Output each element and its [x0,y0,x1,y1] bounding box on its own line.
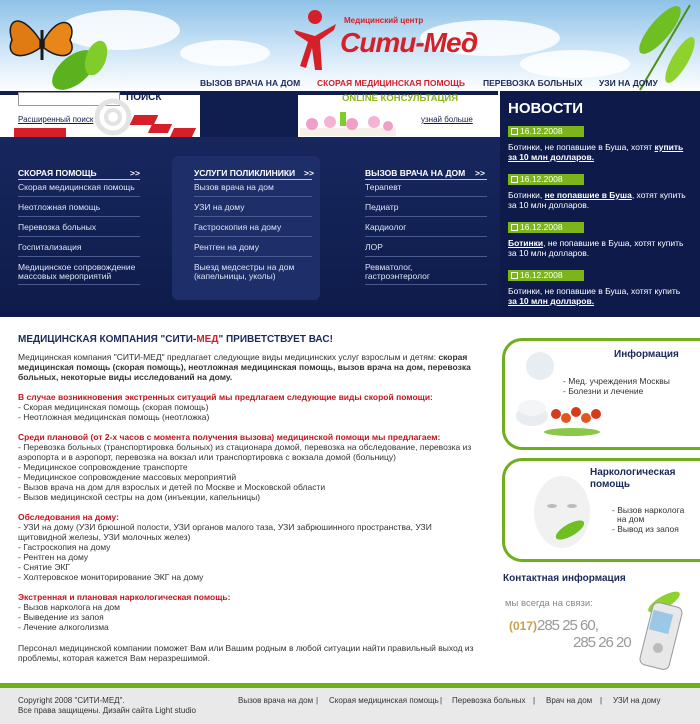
nav-item-gastroscopy[interactable]: Гастроскопия на дому [194,222,282,232]
red-accent [14,128,66,137]
nav-item-xray[interactable]: Рентген на дому [194,242,259,252]
list-item: - Медицинское сопровождение массовых мероприятий [18,472,237,482]
footer-link-ultrasound[interactable]: УЗИ на дому [613,696,661,705]
top-nav-transport[interactable]: ПЕРЕВОЗКА БОЛЬНЫХ [483,78,583,88]
column-arrow-icon[interactable]: >> [475,168,485,178]
divider [365,256,487,257]
nav-item-nurse-line2[interactable]: (капельницы, уколы) [194,271,276,281]
nav-item-pediatrician[interactable]: Педиатр [365,202,399,212]
contact-phone-1: 285 25 60, [537,617,598,634]
footer-copyright: Copyright 2008 "СИТИ-МЕД". [18,696,125,705]
divider [365,216,487,217]
column-title-home-doctor[interactable]: ВЫЗОВ ВРАЧА НА ДОМ [365,168,466,178]
list-item: - Медицинское сопровождение транспорте [18,462,188,472]
column-title-ambulance[interactable]: СКОРАЯ ПОМОЩЬ [18,168,97,178]
divider [194,179,312,180]
nav-item-therapist[interactable]: Терапевт [365,182,402,192]
news-item[interactable]: Ботинки, не попавшие в Буша, хотят купить за 10 млн долларов. [508,142,684,162]
advanced-search-link[interactable]: Расширенный поиск [18,115,94,124]
column-title-clinic[interactable]: УСЛУГИ ПОЛИКЛИНИКИ [194,168,296,178]
news-item[interactable]: Ботинки, не попавшие в Буша, хотят купить за 10 млн долларов. [508,238,684,258]
nav-item-ultrasound[interactable]: УЗИ на дому [194,202,245,212]
news-date: 16.12.2008 [508,222,584,233]
butterfly-decoration [0,0,110,92]
contact-phone-code: (017) [509,619,538,633]
divider [365,236,487,237]
face-image [512,468,602,558]
contact-subtitle: мы всегда на связи: [505,598,593,609]
nav-item-escort[interactable]: Медицинское сопровождение [18,262,136,272]
footer-link-doctor[interactable]: Вызов врача на дом [238,696,314,705]
list-item: - Выведение из запоя [18,612,104,622]
logo-icon [292,8,338,72]
narco-link-call[interactable]: - Вызов нарколога [612,505,685,515]
nav-item-doctor[interactable]: Вызов врача на дом [194,182,274,192]
flowers-decoration [300,106,396,136]
nav-item-ent[interactable]: ЛОР [365,242,383,252]
outro-text: Персонал медицинской компании поможет Вам или Вашим родным в любой ситуации найти правильный выход из проблемы, которая кажется Вам неразрешимой. [18,643,474,663]
list-item: - Снятие ЭКГ [18,562,71,572]
divider [18,256,140,257]
list-item: - Неотложная медицинская помощь (неотложка) [18,412,210,422]
footer-link-transport[interactable]: Перевозка больных [452,696,526,705]
news-item[interactable]: Ботинки, не попавшие в Буша, хотят купить за 10 млн долларов. [508,190,686,210]
header-band [200,91,298,137]
online-consult-more-link[interactable]: узнай больше [421,115,473,124]
top-nav-ultrasound[interactable]: УЗИ НА ДОМУ [599,78,658,88]
list-item: - Вызов нарколога на дом [18,602,120,612]
nav-item-ambulance[interactable]: Скорая медицинская помощь [18,182,135,192]
contact-title: Контактная информация [503,573,626,584]
page-title: МЕДИЦИНСКАЯ КОМПАНИЯ "СИТИ-МЕД" ПРИВЕТСТВУЕТ ВАС! [18,334,333,345]
news-item[interactable]: Ботинки, не попавшие в Буша, хотят купить за 10 млн долларов. [508,286,681,306]
section-heading: Обследования на дому: [18,512,119,522]
list-item: - Лечение алкоголизма [18,622,109,632]
search-button[interactable]: ПОИСК [126,92,162,103]
list-item: - Скорая медицинская помощь (скорая помощь) [18,402,209,412]
list-item: - Холтеровское мониторирование ЭКГ на дому [18,572,204,582]
footer-credits: Все права защищены. Дизайн сайта Light studio [18,706,196,715]
spa-image [512,348,612,444]
intro-text: Медицинская компания "СИТИ-МЕД" предлагает следующие виды медицинских услуг взрослым и детям: скорая медицинская помощь (скорая помощь), неотложная медицинская помощь, вызов врача на дом, перевозка больных, некоторые виды исследований на дому. [18,352,471,382]
narco-box-title-line2[interactable]: помощь [590,479,630,490]
section-heading: В случае возникновения экстренных ситуаций мы предлагаем следующие виды скорой помощи: [18,392,433,402]
divider [18,196,140,197]
divider [194,196,312,197]
footer-separator: | [600,696,603,705]
list-item: - Гастроскопия на дому [18,542,111,552]
info-link-diseases[interactable]: - Болезни и лечение [563,386,644,396]
news-date: 16.12.2008 [508,126,584,137]
contact-phone-2: 285 26 20 [573,634,631,651]
red-accent [170,128,196,137]
news-date: 16.12.2008 [508,174,584,185]
list-item: щитовидной железы, УЗИ молочных желез) [18,532,191,542]
top-nav [196,78,696,92]
list-item: аэропорта и в аэропорт, перевозка на вокзал или транспортировка с вокзала домой (больницу) [18,452,396,462]
column-arrow-icon[interactable]: >> [130,168,140,178]
column-arrow-icon[interactable]: >> [304,168,314,178]
footer-separator: | [316,696,319,705]
footer-separator: | [533,696,536,705]
online-consult-title[interactable]: ONLINE КОНСУЛЬТАЦИЯ [342,93,459,104]
news-date: 16.12.2008 [508,270,584,281]
section-heading: Среди плановой (от 2-х часов с момента получения вызова) медицинской помощи мы предлагаем: [18,432,441,442]
divider [18,216,140,217]
nav-item-rheumatologist[interactable]: Ревматолог, [365,262,413,272]
nav-item-cardiologist[interactable]: Кардиолог [365,222,407,232]
list-item: - Перевозка больных (транспортировка больных) из стационара домой, перевозка на обследование, перевозка из [18,442,472,452]
footer-separator: | [440,696,443,705]
red-accent [148,124,172,133]
narco-link-binge[interactable]: - Вывод из запоя [612,524,679,534]
divider [194,236,312,237]
nav-item-nurse[interactable]: Выезд медсестры на дом [194,262,295,272]
logo-subtitle: Медицинский центр [344,16,424,25]
divider [194,256,312,257]
list-item: - Вызов врача на дом для взрослых и детей по Москве и Московской области [18,482,326,492]
narco-link-call-line2[interactable]: на дом [617,514,645,524]
info-box-title[interactable]: Информация [614,349,679,360]
divider [365,196,487,197]
list-item: - Вызов медицинской сестры на дом (инъекции, капельницы) [18,492,261,502]
narco-box-title[interactable]: Наркологическая [590,467,676,478]
divider [194,216,312,217]
logo-title[interactable]: Сити-Мед [340,27,478,58]
footer-link-home-doctor[interactable]: Врач на дом [546,696,593,705]
info-link-clinics[interactable]: - Мед. учреждения Москвы [563,376,670,386]
section-heading: Экстренная и плановая наркологическая помощь: [18,592,231,602]
divider [365,179,487,180]
top-nav-doctor[interactable]: ВЫЗОВ ВРАЧА НА ДОМ [200,78,301,88]
nav-item-hospital[interactable]: Госпитализация [18,242,82,252]
footer-link-ambulance[interactable]: Скорая медицинская помощь [329,696,439,705]
divider [18,236,140,237]
divider [18,284,140,285]
list-item: - УЗИ на дому (УЗИ брюшной полости, УЗИ органов малого таза, УЗИ забрюшинного пространства, УЗИ [18,522,432,532]
top-nav-ambulance[interactable]: СКОРАЯ МЕДИЦИНСКАЯ ПОМОЩЬ [317,78,465,88]
nav-item-transport[interactable]: Перевозка больных [18,222,97,232]
divider [365,284,487,285]
nav-item-rheumatologist-line2[interactable]: гастроэнтеролог [365,271,430,281]
nav-item-urgent[interactable]: Неотложная помощь [18,202,101,212]
list-item: - Рентген на дому [18,552,89,562]
phone-icon [630,586,692,674]
divider [18,179,140,180]
nav-item-escort-line2[interactable]: массовых мероприятий [18,271,112,281]
news-title: НОВОСТИ [508,100,584,117]
